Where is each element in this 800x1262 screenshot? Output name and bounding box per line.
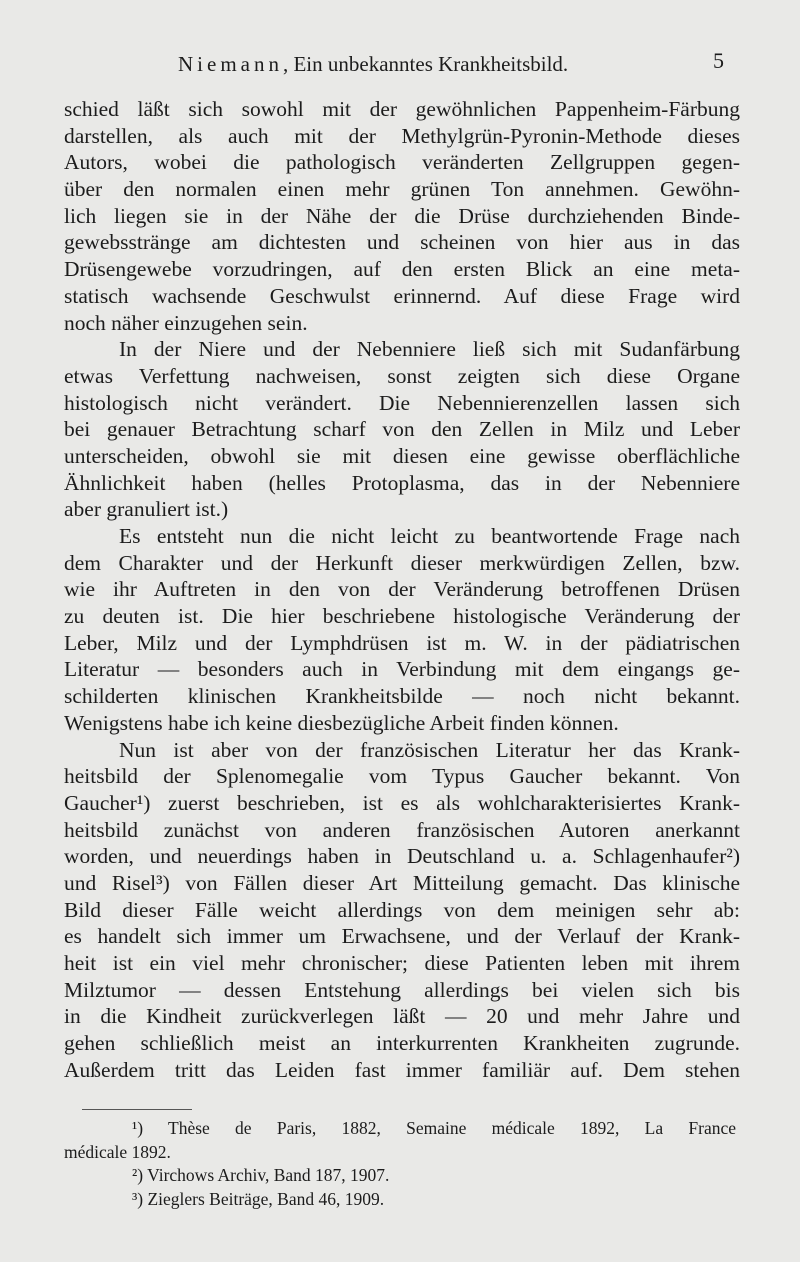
body-text [64,96,740,1083]
text-line: Drüsengewebe vorzudringen, auf den ersten Blick an eine meta- [64,257,740,282]
running-title [178,52,568,77]
text-line: wie ihr Auftreten in den von der Veränderung betroffenen Drüsen [64,577,740,602]
footnote-2: ²) Virchows Archiv, Band 187, 1907. [132,1165,390,1185]
text-line: histologisch nicht verändert. Die Nebennierenzellen lassen sich [64,390,740,415]
text-line: über den normalen einen mehr grünen Ton annehmen. Gewöhn- [64,177,740,202]
text-line: worden, und neuerdings haben in Deutschland u. a. Schlagenhaufer²) [64,844,740,869]
header-author: Niemann [178,52,283,76]
text-line: heitsbild der Splenomegalie vom Typus Gaucher bekannt. Von [64,764,740,789]
text-line: aber granuliert ist.) [64,497,229,522]
text-line: bei genauer Betrachtung scharf von den Zellen in Milz und Leber [64,417,740,442]
footnote-divider [82,1109,192,1110]
text-line: Nun ist aber von der französischen Literatur her das Krank- [119,737,740,762]
text-line: Wenigstens habe ich keine diesbezügliche Arbeit finden können. [64,710,619,735]
footnote-1-continuation: médicale 1892. [64,1141,171,1162]
header-title-text: , Ein unbekanntes Krankheitsbild. [282,52,569,76]
text-line: In der Niere und der Nebenniere ließ sich mit Sudanfärbung [119,337,740,362]
text-line: heitsbild zunächst von anderen französischen Autoren anerkannt [64,817,740,842]
text-line: gehen schließlich meist an interkurrenten Krankheiten zugrunde. [64,1031,740,1056]
text-line: Außerdem tritt das Leiden fast immer familiär auf. Dem stehen [64,1057,740,1082]
text-line: noch näher einzugehen sein. [64,310,308,335]
text-line: Leber, Milz und der Lymphdrüsen ist m. W. in der pädiatrischen [64,630,740,655]
footnotes [64,1117,736,1211]
text-line: heit ist ein viel mehr chronischer; diese Patienten leben mit ihrem [64,951,740,975]
page-number: 5 [713,48,724,73]
text-line: Literatur — besonders auch in Verbindung mit dem eingangs ge- [64,657,740,682]
text-line: etwas Verfettung nachweisen, sonst zeigten sich diese Organe [64,363,740,388]
footnote-1: ¹) Thèse de Paris, 1882, Semaine médicale 1892, La France [132,1118,736,1138]
text-line: dem Charakter und der Herkunft dieser merkwürdigen Zellen, bzw. [64,550,740,575]
text-line: schilderten klinischen Krankheitsbilde — noch nicht bekannt. [64,684,740,709]
text-line: lich liegen sie in der Nähe der die Drüse durchziehenden Binde- [64,203,740,228]
text-line: Gaucher¹) zuerst beschrieben, ist es als wohlcharakterisiertes Krank- [64,790,740,815]
text-line: Ähnlichkeit haben (helles Protoplasma, das in der Nebenniere [64,470,740,495]
text-line: Es entsteht nun die nicht leicht zu beantwortende Frage nach [119,524,740,548]
text-line: schied läßt sich sowohl mit der gewöhnlichen Pappenheim-Färbung [64,97,740,121]
text-line: statisch wachsende Geschwulst erinnernd. Auf diese Frage wird [64,283,740,308]
text-line: es handelt sich immer um Erwachsene, und der Verlauf der Krank- [64,924,740,949]
text-line: und Risel³) von Fällen dieser Art Mitteilung gemacht. Das klinische [64,870,740,895]
footnote-3: ³) Zieglers Beiträge, Band 46, 1909. [132,1188,385,1209]
text-line: zu deuten ist. Die hier beschriebene histologische Veränderung der [64,604,740,629]
text-line: unterscheiden, obwohl sie mit diesen eine gewisse oberflächliche [64,443,740,468]
text-line: darstellen, als auch mit der Methylgrün-Pyronin-Methode dieses [64,123,740,148]
text-line: gewebsstränge am dichtesten und scheinen von hier aus in das [64,230,740,255]
text-line: in die Kindheit zurückverlegen läßt — 20 und mehr Jahre und [64,1004,740,1029]
text-line: Bild dieser Fälle weicht allerdings von dem meinigen sehr ab: [64,897,740,922]
running-header [0,48,800,78]
text-line: Milztumor — dessen Entstehung allerdings bei vielen sich bis [64,977,740,1002]
text-line: Autors, wobei die pathologisch veränderten Zellgruppen gegen- [64,150,740,175]
